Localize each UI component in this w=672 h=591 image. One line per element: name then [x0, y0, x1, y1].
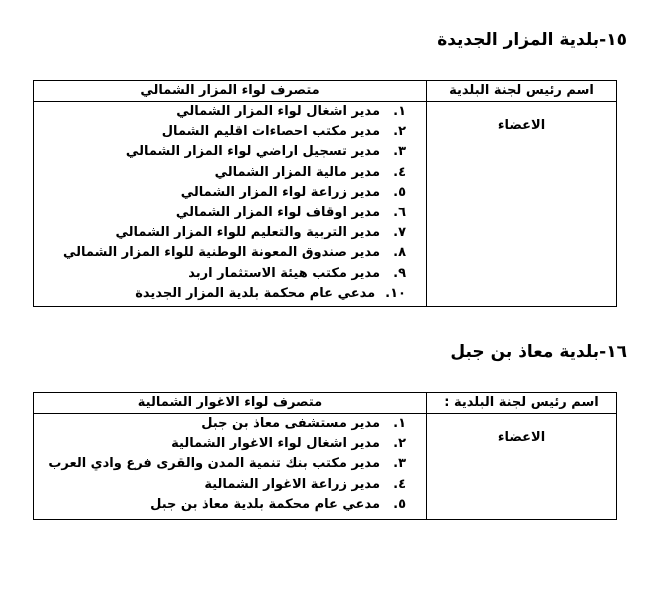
- item-number: ٢.: [393, 436, 406, 452]
- item-number: ٧.: [393, 225, 406, 241]
- item-text: مدير التربية والتعليم للواء المزار الشمالي: [115, 225, 380, 241]
- item-text: مدير مالية المزار الشمالي: [214, 164, 380, 180]
- members-cell: [34, 102, 427, 307]
- table-row: [34, 414, 617, 520]
- members-label: الاعضاء: [497, 430, 546, 445]
- list-item: [34, 183, 426, 203]
- item-number: ٤.: [393, 164, 406, 180]
- item-text: مدير تسجيل اراضي لواء المزار الشمالي: [125, 144, 380, 160]
- table-header-row: [34, 393, 617, 414]
- list-item: [34, 454, 426, 474]
- members-cell: [34, 414, 427, 520]
- committee-table: [33, 80, 617, 307]
- item-number: ١.: [393, 416, 406, 431]
- list-item: [34, 243, 426, 263]
- header-chair-value: متصرف لواء المزار الشمالي: [34, 81, 427, 102]
- list-item: [34, 284, 426, 304]
- list-item: [34, 475, 426, 495]
- item-text: مدير زراعة الاغوار الشمالية: [204, 476, 380, 492]
- item-number: ٥.: [393, 184, 406, 200]
- item-text: مدير زراعة لواء المزار الشمالي: [180, 184, 380, 200]
- item-number: ١.: [393, 104, 406, 119]
- item-text: مدعي عام محكمة بلدية المزار الجديدة: [135, 285, 376, 301]
- item-number: ٣.: [393, 144, 406, 160]
- list-item: [34, 495, 426, 515]
- header-chair-label: اسم رئيس لجنة البلدية :: [427, 393, 617, 414]
- list-item: [34, 142, 426, 162]
- item-text: مدير صندوق المعونة الوطنية للواء المزار الشمالي: [62, 245, 380, 261]
- members-list: [34, 102, 426, 306]
- item-text: مدير اشغال لواء المزار الشمالي: [176, 104, 380, 119]
- item-text: مدير مستشفى معاذ بن جبل: [201, 416, 380, 431]
- header-chair-value: متصرف لواء الاغوار الشمالية: [34, 393, 427, 414]
- item-text: مدير مكتب هيئة الاستثمار اربد: [188, 265, 380, 281]
- table-header-row: [34, 81, 617, 102]
- item-number: ٣.: [393, 456, 406, 472]
- item-number: ٦.: [393, 204, 406, 220]
- item-text: مدير مكتب احصاءات اقليم الشمال: [161, 124, 380, 140]
- item-number: ٤.: [393, 476, 406, 492]
- members-label-cell: [427, 414, 617, 520]
- item-number: ١٠.: [385, 285, 406, 301]
- committee-table: [33, 392, 617, 520]
- members-list: [34, 414, 426, 519]
- list-item: [34, 414, 426, 434]
- list-item: [34, 122, 426, 142]
- item-number: ٩.: [393, 265, 406, 281]
- item-text: مدعي عام محكمة بلدية معاذ بن جبل: [150, 496, 380, 512]
- list-item: [34, 163, 426, 183]
- item-number: ٨.: [393, 245, 406, 261]
- item-text: مدير مكتب بنك تنمية المدن والقرى فرع وادي العرب: [48, 456, 380, 472]
- item-number: ٥.: [393, 496, 406, 512]
- list-item: [34, 434, 426, 454]
- list-item: [34, 264, 426, 284]
- members-label: الاعضاء: [497, 118, 546, 133]
- list-item: [34, 102, 426, 122]
- item-text: مدير اوقاف لواء المزار الشمالي: [175, 204, 380, 220]
- item-text: مدير اشغال لواء الاغوار الشمالية: [171, 436, 380, 452]
- list-item: [34, 203, 426, 223]
- item-number: ٢.: [393, 124, 406, 140]
- header-chair-label: اسم رئيس لجنة البلدية: [427, 81, 617, 102]
- section-title: ١٦-بلدية معاذ بن جبل: [450, 342, 627, 362]
- table-row: [34, 102, 617, 307]
- list-item: [34, 223, 426, 243]
- members-label-cell: [427, 102, 617, 307]
- section-title: ١٥-بلدية المزار الجديدة: [437, 30, 627, 50]
